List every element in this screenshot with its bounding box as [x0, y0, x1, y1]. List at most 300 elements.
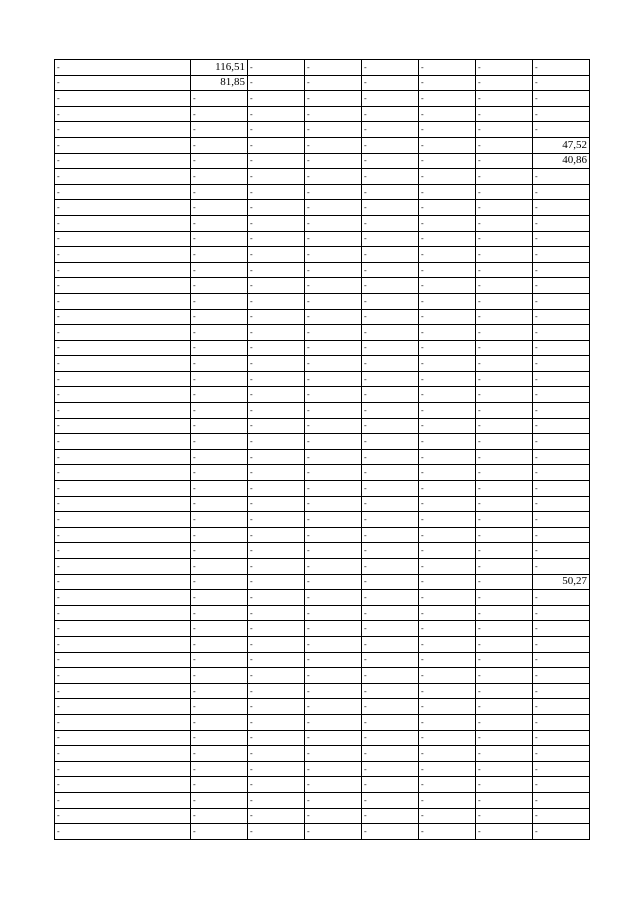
table-row [55, 481, 590, 497]
table-cell: - [362, 309, 419, 325]
table-cell: - [476, 247, 533, 263]
table-cell: - [533, 325, 590, 341]
table-cell: - [419, 262, 476, 278]
table-cell: - [55, 543, 191, 559]
table-cell: - [248, 559, 305, 575]
table-cell: - [419, 231, 476, 247]
table-cell: - [362, 262, 419, 278]
table-row [55, 527, 590, 543]
table-cell: - [362, 746, 419, 762]
table-cell: - [476, 590, 533, 606]
table-row [55, 122, 590, 138]
table-cell: - [305, 590, 362, 606]
table-cell: - [419, 824, 476, 840]
table-cell: - [533, 824, 590, 840]
table-cell: - [362, 403, 419, 419]
table-cell: - [55, 590, 191, 606]
table-row [55, 215, 590, 231]
table-cell: - [305, 683, 362, 699]
table-cell: - [55, 340, 191, 356]
table-cell: - [476, 465, 533, 481]
table-cell: - [305, 293, 362, 309]
table-cell: - [476, 153, 533, 169]
table-cell: - [362, 60, 419, 76]
table-cell: - [419, 621, 476, 637]
table-row [55, 761, 590, 777]
table-cell: - [419, 652, 476, 668]
table-cell: - [305, 200, 362, 216]
table-row [55, 590, 590, 606]
table-cell: - [55, 636, 191, 652]
table-cell: - [55, 247, 191, 263]
table-cell: - [533, 356, 590, 372]
table-cell: - [419, 309, 476, 325]
table-cell: - [533, 746, 590, 762]
table-cell: - [476, 668, 533, 684]
table-cell: - [191, 605, 248, 621]
table-cell: 81,85 [191, 75, 248, 91]
table-cell: - [419, 60, 476, 76]
table-cell: - [55, 231, 191, 247]
table-cell: - [191, 215, 248, 231]
table-cell: - [248, 714, 305, 730]
table-cell: - [419, 153, 476, 169]
table-cell: - [55, 262, 191, 278]
table-row [55, 91, 590, 107]
table-cell: - [419, 403, 476, 419]
table-cell: - [191, 403, 248, 419]
table-cell: - [55, 481, 191, 497]
table-cell: - [419, 325, 476, 341]
table-cell: - [305, 371, 362, 387]
table-cell: - [305, 527, 362, 543]
table-cell: - [305, 262, 362, 278]
table-cell: - [419, 699, 476, 715]
table-cell: - [476, 808, 533, 824]
table-cell: - [362, 527, 419, 543]
table-cell: - [419, 247, 476, 263]
table-cell: - [419, 340, 476, 356]
data-table [54, 59, 590, 840]
table-cell: - [476, 122, 533, 138]
table-cell: - [533, 621, 590, 637]
table-cell: - [191, 356, 248, 372]
table-cell: - [248, 371, 305, 387]
table-cell: - [248, 527, 305, 543]
table-cell: - [191, 683, 248, 699]
table-cell: - [191, 387, 248, 403]
table-cell: - [419, 730, 476, 746]
table-cell: - [533, 106, 590, 122]
table-cell: - [191, 418, 248, 434]
table-cell: - [305, 137, 362, 153]
table-cell: - [533, 605, 590, 621]
table-cell: - [55, 418, 191, 434]
table-cell: - [191, 137, 248, 153]
table-cell: - [419, 356, 476, 372]
table-cell: - [191, 371, 248, 387]
table-cell: - [191, 449, 248, 465]
table-cell: - [191, 278, 248, 294]
table-cell: 40,86 [533, 153, 590, 169]
table-cell: - [248, 512, 305, 528]
table-row [55, 668, 590, 684]
table-cell: - [533, 278, 590, 294]
table-cell: - [419, 278, 476, 294]
table-cell: - [191, 153, 248, 169]
table-cell: - [362, 605, 419, 621]
table-cell: - [533, 184, 590, 200]
table-cell: - [533, 262, 590, 278]
table-cell: - [55, 605, 191, 621]
table-cell: - [476, 169, 533, 185]
table-cell: - [476, 481, 533, 497]
table-row [55, 808, 590, 824]
table-cell: - [248, 746, 305, 762]
table-cell: 50,27 [533, 574, 590, 590]
table-cell: - [248, 761, 305, 777]
table-cell: - [305, 668, 362, 684]
table-cell: - [248, 247, 305, 263]
table-cell: - [55, 356, 191, 372]
table-cell: - [533, 247, 590, 263]
table-cell: - [305, 714, 362, 730]
table-cell: - [55, 512, 191, 528]
table-cell: - [55, 387, 191, 403]
table-cell: - [533, 527, 590, 543]
table-cell: - [533, 75, 590, 91]
table-cell: - [305, 247, 362, 263]
table-cell: - [191, 262, 248, 278]
table-row [55, 325, 590, 341]
table-cell: - [55, 60, 191, 76]
table-cell: - [419, 512, 476, 528]
table-row [55, 356, 590, 372]
table-cell: - [362, 371, 419, 387]
table-cell: - [305, 824, 362, 840]
table-row [55, 543, 590, 559]
table-cell: - [362, 699, 419, 715]
table-cell: - [248, 824, 305, 840]
table-row [55, 746, 590, 762]
table-cell: - [248, 293, 305, 309]
table-cell: - [248, 621, 305, 637]
table-row [55, 200, 590, 216]
table-cell: - [533, 309, 590, 325]
table-row [55, 559, 590, 575]
table-row [55, 496, 590, 512]
table-cell: - [362, 184, 419, 200]
table-cell: - [191, 169, 248, 185]
table-cell: - [55, 714, 191, 730]
table-cell: - [419, 293, 476, 309]
table-cell: - [248, 730, 305, 746]
table-cell: - [476, 293, 533, 309]
table-cell: - [305, 325, 362, 341]
table-cell: - [533, 387, 590, 403]
table-cell: - [419, 559, 476, 575]
table-cell: - [248, 325, 305, 341]
table-cell: - [533, 340, 590, 356]
table-cell: - [248, 231, 305, 247]
table-cell: - [419, 714, 476, 730]
table-cell: - [419, 777, 476, 793]
table-cell: - [476, 356, 533, 372]
table-cell: - [362, 293, 419, 309]
table-cell: - [191, 714, 248, 730]
table-cell: - [55, 449, 191, 465]
table-cell: - [533, 792, 590, 808]
table-cell: - [419, 449, 476, 465]
table-cell: - [419, 496, 476, 512]
table-cell: - [419, 169, 476, 185]
table-cell: - [55, 325, 191, 341]
table-cell: - [191, 636, 248, 652]
table-cell: - [248, 792, 305, 808]
table-cell: - [248, 106, 305, 122]
table-cell: - [362, 91, 419, 107]
table-cell: - [305, 387, 362, 403]
table-cell: - [191, 543, 248, 559]
table-row [55, 153, 590, 169]
table-cell: - [362, 730, 419, 746]
table-cell: - [476, 761, 533, 777]
table-cell: - [191, 668, 248, 684]
table-cell: - [191, 247, 248, 263]
table-cell: - [191, 559, 248, 575]
table-cell: - [191, 106, 248, 122]
table-cell: - [362, 714, 419, 730]
table-cell: - [55, 746, 191, 762]
table-cell: - [248, 808, 305, 824]
table-cell: - [191, 777, 248, 793]
table-cell: - [305, 278, 362, 294]
table-cell: - [419, 200, 476, 216]
table-cell: - [533, 699, 590, 715]
table-cell: - [533, 730, 590, 746]
table-cell: - [362, 449, 419, 465]
table-cell: - [362, 777, 419, 793]
table-cell: - [191, 231, 248, 247]
table-cell: - [191, 792, 248, 808]
table-cell: - [55, 559, 191, 575]
table-cell: - [305, 512, 362, 528]
table-cell: - [476, 278, 533, 294]
table-cell: - [362, 636, 419, 652]
table-cell: - [533, 512, 590, 528]
table-cell: - [191, 200, 248, 216]
table-cell: - [362, 481, 419, 497]
table-cell: - [362, 512, 419, 528]
table-cell: - [305, 559, 362, 575]
table-cell: - [419, 465, 476, 481]
table-cell: - [305, 169, 362, 185]
table-cell: - [476, 184, 533, 200]
table-cell: - [476, 434, 533, 450]
table-cell: - [55, 91, 191, 107]
table-cell: - [419, 434, 476, 450]
table-cell: - [362, 824, 419, 840]
table-cell: - [419, 543, 476, 559]
table-cell: - [419, 668, 476, 684]
table-cell: - [362, 543, 419, 559]
table-cell: - [476, 777, 533, 793]
table-cell: - [362, 668, 419, 684]
table-cell: - [419, 808, 476, 824]
table-cell: - [191, 512, 248, 528]
table-cell: - [533, 122, 590, 138]
table-row [55, 449, 590, 465]
table-cell: - [362, 574, 419, 590]
table-cell: - [476, 215, 533, 231]
table-cell: - [419, 75, 476, 91]
table-cell: - [55, 496, 191, 512]
table-cell: - [533, 714, 590, 730]
table-cell: - [362, 792, 419, 808]
table-cell: - [476, 309, 533, 325]
table-cell: - [362, 621, 419, 637]
table-cell: - [248, 636, 305, 652]
table-cell: - [305, 91, 362, 107]
table-cell: - [191, 122, 248, 138]
table-cell: 116,51 [191, 60, 248, 76]
table-cell: - [362, 278, 419, 294]
table-cell: - [248, 683, 305, 699]
table-row [55, 106, 590, 122]
table-cell: - [191, 527, 248, 543]
table-cell: - [419, 636, 476, 652]
table-cell: - [248, 777, 305, 793]
table-cell: - [419, 590, 476, 606]
table-cell: - [248, 278, 305, 294]
table-cell: - [248, 699, 305, 715]
table-cell: - [476, 200, 533, 216]
table-cell: - [248, 496, 305, 512]
table-cell: - [305, 808, 362, 824]
table-cell: - [55, 777, 191, 793]
table-cell: - [191, 496, 248, 512]
table-cell: - [533, 683, 590, 699]
table-cell: - [248, 169, 305, 185]
table-cell: - [476, 418, 533, 434]
table-cell: - [305, 356, 362, 372]
table-cell: - [362, 137, 419, 153]
table-cell: - [476, 683, 533, 699]
table-cell: - [419, 387, 476, 403]
table-row [55, 75, 590, 91]
table-cell: - [191, 481, 248, 497]
table-cell: - [191, 590, 248, 606]
table-row [55, 371, 590, 387]
table-cell: - [533, 231, 590, 247]
table-cell: - [362, 153, 419, 169]
table-cell: - [248, 91, 305, 107]
table-cell: - [476, 371, 533, 387]
table-cell: - [248, 652, 305, 668]
table-row [55, 824, 590, 840]
table-row [55, 792, 590, 808]
table-cell: - [476, 403, 533, 419]
table-cell: - [419, 761, 476, 777]
table-cell: - [476, 792, 533, 808]
table-cell: - [305, 184, 362, 200]
table-cell: - [476, 106, 533, 122]
table-cell: - [55, 122, 191, 138]
table-cell: - [476, 605, 533, 621]
table-cell: - [419, 792, 476, 808]
table-cell: - [55, 137, 191, 153]
table-cell: - [419, 746, 476, 762]
table-cell: - [55, 621, 191, 637]
table-cell: - [362, 496, 419, 512]
table-cell: - [248, 481, 305, 497]
table-row [55, 309, 590, 325]
table-cell: - [248, 200, 305, 216]
table-cell: - [419, 605, 476, 621]
table-cell: - [305, 449, 362, 465]
table-cell: - [305, 496, 362, 512]
table-cell: - [476, 449, 533, 465]
table-cell: - [362, 247, 419, 263]
table-cell: - [248, 215, 305, 231]
table-cell: - [191, 309, 248, 325]
table-cell: - [419, 137, 476, 153]
table-cell: - [533, 808, 590, 824]
table-cell: - [476, 60, 533, 76]
table-cell: - [191, 340, 248, 356]
table-cell: - [191, 808, 248, 824]
table-cell: - [248, 75, 305, 91]
table-row [55, 247, 590, 263]
table-cell: - [305, 215, 362, 231]
table-cell: - [533, 200, 590, 216]
table-row [55, 730, 590, 746]
table-cell: - [533, 371, 590, 387]
table-cell: - [533, 169, 590, 185]
table-cell: 47,52 [533, 137, 590, 153]
table-cell: - [191, 746, 248, 762]
table-cell: - [533, 91, 590, 107]
table-cell: - [362, 683, 419, 699]
table-cell: - [305, 543, 362, 559]
table-cell: - [305, 746, 362, 762]
table-cell: - [305, 777, 362, 793]
table-cell: - [362, 325, 419, 341]
table-cell: - [362, 200, 419, 216]
table-cell: - [191, 652, 248, 668]
table-cell: - [248, 434, 305, 450]
table-cell: - [55, 200, 191, 216]
table-cell: - [476, 730, 533, 746]
table-row [55, 278, 590, 294]
table-cell: - [419, 683, 476, 699]
table-cell: - [55, 761, 191, 777]
table-cell: - [362, 808, 419, 824]
table-cell: - [55, 574, 191, 590]
table-cell: - [419, 527, 476, 543]
table-cell: - [362, 122, 419, 138]
table-cell: - [476, 496, 533, 512]
table-row [55, 465, 590, 481]
table-cell: - [533, 293, 590, 309]
table-cell: - [362, 340, 419, 356]
table-cell: - [191, 730, 248, 746]
table-cell: - [419, 574, 476, 590]
table-cell: - [305, 621, 362, 637]
table-cell: - [362, 231, 419, 247]
table-cell: - [533, 590, 590, 606]
table-row [55, 699, 590, 715]
